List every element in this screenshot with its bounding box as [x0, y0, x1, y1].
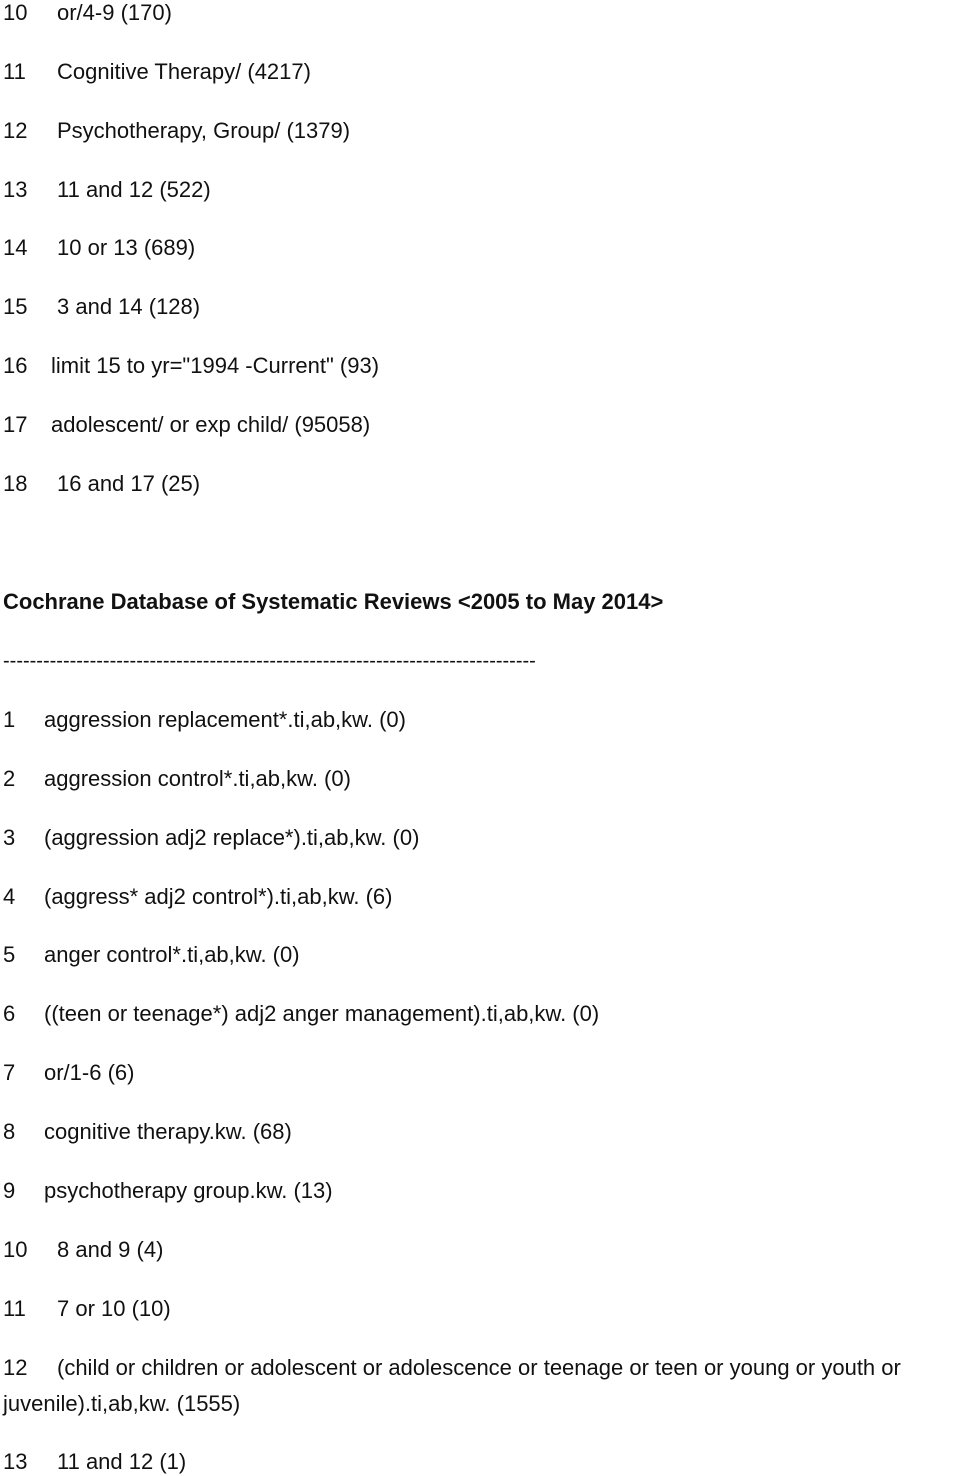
line-text: aggression replacement*.ti,ab,kw. (0) [44, 707, 406, 732]
line-number: 6 [3, 1001, 16, 1026]
line-number: 7 [3, 1060, 16, 1085]
line-number: 12 [3, 118, 28, 143]
line-number: 8 [3, 1119, 16, 1144]
line-number: 10 [3, 1237, 28, 1262]
line-number: 11 [3, 59, 26, 84]
line-text: 7 or 10 (10) [57, 1296, 171, 1321]
line-text: psychotherapy group.kw. (13) [44, 1178, 333, 1203]
search-line [3, 884, 393, 910]
search-line [3, 353, 379, 379]
search-line [3, 294, 200, 320]
line-number: 14 [3, 235, 28, 260]
line-text: limit 15 to yr="1994 -Current" (93) [51, 353, 380, 378]
line-number: 17 [3, 412, 28, 437]
search-line [3, 59, 311, 85]
line-number: 16 [3, 353, 28, 378]
line-text: anger control*.ti,ab,kw. (0) [44, 942, 300, 967]
line-text: (child or children or adolescent or adolescence or teenage or teen or young or youth or juvenile).ti,ab,kw. (1555) [3, 1355, 901, 1416]
search-line [3, 707, 406, 733]
line-text: 8 and 9 (4) [57, 1237, 164, 1262]
search-line [3, 235, 195, 261]
search-line [3, 0, 172, 26]
line-number: 9 [3, 1178, 16, 1203]
line-number: 13 [3, 177, 28, 202]
search-line [3, 1350, 958, 1422]
line-text: Psychotherapy, Group/ (1379) [57, 118, 351, 143]
database-heading: Cochrane Database of Systematic Reviews <2005 to May 2014> [3, 589, 664, 614]
line-number: 2 [3, 766, 16, 791]
line-text: 11 and 12 (1) [57, 1449, 187, 1474]
search-line [3, 471, 200, 497]
line-number: 18 [3, 471, 28, 496]
search-line [3, 1001, 599, 1027]
search-line [3, 1119, 292, 1145]
search-line [3, 118, 350, 144]
line-text: 16 and 17 (25) [57, 471, 201, 496]
line-text: 10 or 13 (689) [57, 235, 196, 260]
search-line [3, 1449, 186, 1475]
search-line [3, 1237, 163, 1263]
line-text: adolescent/ or exp child/ (95058) [51, 412, 371, 437]
line-number: 3 [3, 825, 16, 850]
line-text: 3 and 14 (128) [57, 294, 201, 319]
line-text: (aggress* adj2 control*).ti,ab,kw. (6) [44, 884, 393, 909]
search-line [3, 825, 419, 851]
search-line [3, 177, 211, 203]
line-number: 1 [3, 707, 16, 732]
search-line [3, 412, 370, 438]
line-text: or/1-6 (6) [44, 1060, 135, 1085]
search-line [3, 942, 300, 968]
line-number: 15 [3, 294, 28, 319]
search-line [3, 1296, 171, 1322]
search-line [3, 1060, 134, 1086]
search-line [3, 1178, 333, 1204]
separator-line: -------------------------------------------------------------------------------- [3, 650, 536, 672]
line-number: 11 [3, 1296, 26, 1321]
line-text: cognitive therapy.kw. (68) [44, 1119, 292, 1144]
line-text: 11 and 12 (522) [57, 177, 211, 202]
line-text: aggression control*.ti,ab,kw. (0) [44, 766, 351, 791]
line-number: 4 [3, 884, 16, 909]
line-text: Cognitive Therapy/ (4217) [57, 59, 311, 84]
line-text: or/4-9 (170) [57, 0, 172, 25]
line-number: 10 [3, 0, 28, 25]
line-number: 5 [3, 942, 16, 967]
search-line [3, 766, 351, 792]
line-text: ((teen or teenage*) adj2 anger management).ti,ab,kw. (0) [44, 1001, 600, 1026]
line-number: 13 [3, 1449, 28, 1474]
line-number: 12 [3, 1355, 28, 1380]
line-text: (aggression adj2 replace*).ti,ab,kw. (0) [44, 825, 420, 850]
